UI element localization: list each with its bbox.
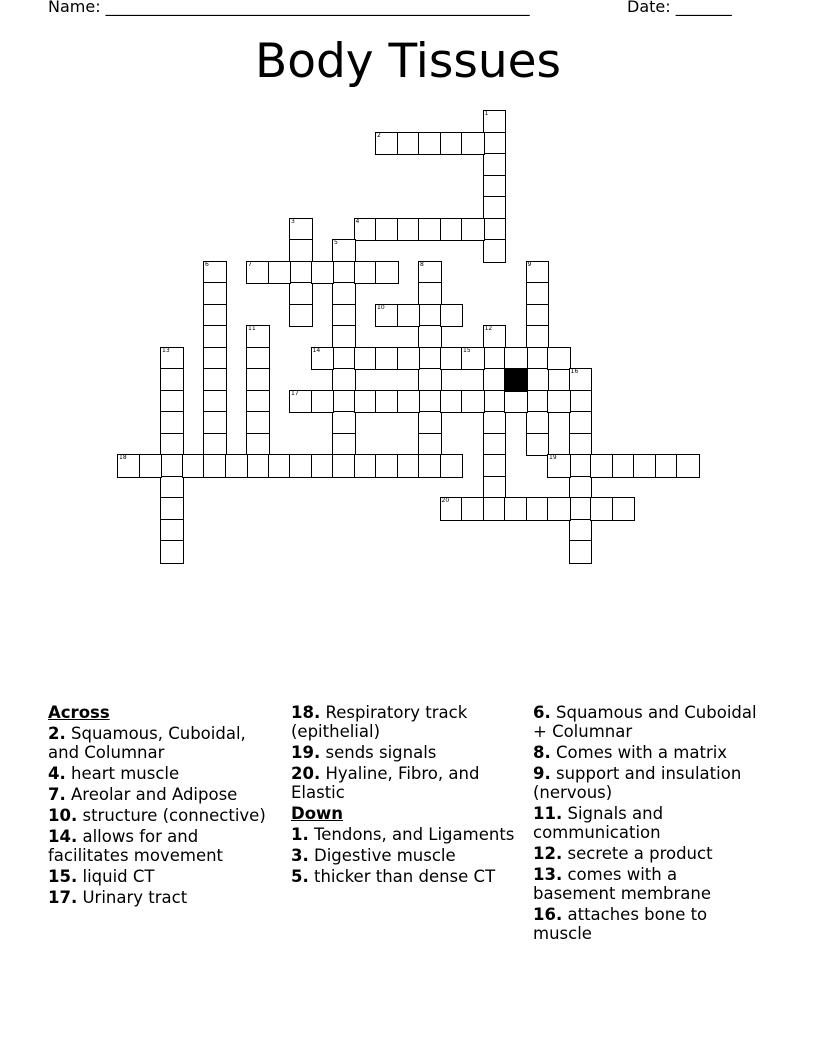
clue-down-1: 1. Tendons, and Ligaments [291, 825, 515, 844]
grid-cell[interactable] [504, 497, 528, 521]
grid-cell[interactable] [418, 282, 442, 306]
grid-cell[interactable] [526, 325, 550, 349]
cell-number: 19 [549, 454, 557, 461]
cell-number: 14 [312, 346, 321, 354]
clue-across-2: 2. Squamous, Cuboidal, and Columnar [48, 724, 246, 762]
grid-cell[interactable] [332, 239, 356, 263]
grid-cell[interactable] [483, 368, 507, 392]
clue-across-15: 15. liquid CT [48, 867, 155, 886]
grid-cell[interactable] [289, 218, 313, 242]
grid-cell[interactable] [418, 325, 442, 349]
grid-cell[interactable] [160, 433, 184, 457]
grid-cell[interactable] [633, 454, 657, 478]
down-heading: Down [291, 804, 344, 823]
grid-cell[interactable] [397, 454, 421, 478]
grid-cell[interactable] [483, 433, 507, 457]
grid-cell[interactable] [526, 261, 550, 285]
grid-cell[interactable] [268, 261, 292, 285]
grid-cell[interactable] [547, 347, 571, 371]
grid-cell[interactable] [569, 476, 593, 500]
cell-number: 15 [463, 346, 471, 354]
grid-cell[interactable] [397, 390, 421, 414]
grid-cell[interactable] [354, 347, 378, 371]
grid-cell[interactable] [418, 368, 442, 392]
grid-cell[interactable] [332, 282, 356, 306]
name-field-label: Name: _____________________________________________________ [48, 0, 530, 16]
grid-cell[interactable] [461, 497, 485, 521]
across-heading: Across [48, 703, 110, 722]
grid-cell[interactable] [440, 497, 464, 521]
grid-cell[interactable] [483, 175, 507, 199]
grid-cell[interactable] [311, 390, 335, 414]
grid-cell[interactable] [117, 454, 141, 478]
grid-cell[interactable] [440, 347, 464, 371]
blocked-cell [504, 368, 528, 392]
grid-cell[interactable] [483, 347, 507, 371]
grid-cell[interactable] [461, 218, 485, 242]
grid-cell[interactable] [160, 540, 184, 564]
page-title: Body Tissues [254, 34, 562, 89]
grid-cell[interactable] [483, 411, 507, 435]
clue-across-4: 4. heart muscle [48, 764, 180, 783]
clue-down-5: 5. thicker than dense CT [291, 867, 496, 886]
cell-number: 18 [119, 454, 127, 461]
grid-cell[interactable] [246, 347, 270, 371]
grid-cell[interactable] [526, 368, 550, 392]
grid-cell[interactable] [289, 261, 313, 285]
grid-cell[interactable] [375, 347, 399, 371]
grid-cell[interactable] [289, 282, 313, 306]
cell-number: 5 [334, 239, 338, 246]
grid-cell[interactable] [311, 261, 335, 285]
grid-cell[interactable] [246, 261, 270, 285]
grid-cell[interactable] [440, 454, 464, 478]
grid-cell[interactable] [375, 454, 399, 478]
grid-cell[interactable] [182, 454, 206, 478]
clue-across-20: 20. Hyaline, Fibro, and Elastic [291, 764, 480, 802]
grid-cell[interactable] [160, 390, 184, 414]
grid-cell[interactable] [483, 132, 507, 156]
grid-cell[interactable] [483, 325, 507, 349]
cell-number: 2 [377, 131, 381, 139]
cell-number: 4 [355, 217, 360, 225]
clue-column-1 [48, 703, 278, 909]
grid-cell[interactable] [354, 261, 378, 285]
grid-cell[interactable] [504, 347, 528, 371]
grid-cell[interactable] [483, 497, 507, 521]
clue-across-14: 14. allows for and facilitates movement [48, 827, 224, 865]
grid-cell[interactable] [526, 347, 550, 371]
grid-cell[interactable] [332, 325, 356, 349]
grid-cell[interactable] [526, 411, 550, 435]
grid-cell[interactable] [418, 261, 442, 285]
grid-cell[interactable] [246, 390, 270, 414]
clue-down-16: 16. attaches bone to muscle [533, 905, 708, 943]
cell-number: 7 [248, 260, 252, 268]
grid-cell[interactable] [332, 304, 356, 328]
grid-cell[interactable] [332, 347, 356, 371]
cell-number: 8 [420, 260, 424, 268]
clue-down-8: 8. Comes with a matrix [533, 743, 728, 762]
grid-cell[interactable] [332, 261, 356, 285]
grid-cell[interactable] [483, 196, 507, 220]
grid-cell[interactable] [569, 454, 593, 478]
cell-number: 3 [291, 217, 295, 225]
cell-number: 20 [441, 497, 450, 504]
grid-cell[interactable] [289, 239, 313, 263]
grid-cell[interactable] [418, 347, 442, 371]
grid-cell[interactable] [203, 433, 227, 457]
grid-cell[interactable] [440, 132, 464, 156]
grid-cell[interactable] [526, 390, 550, 414]
grid-cell[interactable] [461, 347, 485, 371]
grid-cell[interactable] [483, 110, 507, 134]
grid-cell[interactable] [440, 390, 464, 414]
grid-cell[interactable] [268, 454, 292, 478]
grid-cell[interactable] [203, 368, 227, 392]
grid-cell[interactable] [246, 368, 270, 392]
clue-down-13: 13. comes with a basement membrane [533, 865, 712, 903]
cell-number: 6 [205, 260, 209, 268]
grid-cell[interactable] [203, 325, 227, 349]
cell-number: 9 [527, 260, 532, 268]
clue-across-7: 7. Areolar and Adipose [48, 785, 238, 804]
grid-cell[interactable] [332, 390, 356, 414]
grid-cell[interactable] [569, 497, 593, 521]
date-field-label: Date: _______ [627, 0, 732, 16]
grid-cell[interactable] [569, 368, 593, 392]
grid-cell[interactable] [354, 390, 378, 414]
grid-cell[interactable] [311, 347, 335, 371]
grid-cell[interactable] [332, 454, 356, 478]
grid-cell[interactable] [203, 454, 227, 478]
grid-cell[interactable] [569, 390, 593, 414]
grid-cell[interactable] [440, 304, 464, 328]
grid-cell[interactable] [311, 454, 335, 478]
grid-cell[interactable] [483, 454, 507, 478]
grid-cell[interactable] [203, 411, 227, 435]
grid-cell[interactable] [397, 132, 421, 156]
grid-cell[interactable] [160, 454, 184, 478]
clue-down-9: 9. support and insulation (nervous) [533, 764, 742, 802]
grid-cell[interactable] [569, 433, 593, 457]
grid-cell[interactable] [569, 519, 593, 543]
grid-cell[interactable] [375, 261, 399, 285]
grid-cell[interactable] [547, 390, 571, 414]
grid-cell[interactable] [418, 454, 442, 478]
grid-cell[interactable] [332, 411, 356, 435]
grid-cell[interactable] [483, 218, 507, 242]
grid-cell[interactable] [160, 347, 184, 371]
grid-cell[interactable] [246, 433, 270, 457]
grid-cell[interactable] [526, 497, 550, 521]
grid-cell[interactable] [440, 218, 464, 242]
grid-cell[interactable] [203, 261, 227, 285]
clue-down-6: 6. Squamous and Cuboidal + Columnar [533, 703, 757, 741]
grid-cell[interactable] [547, 454, 571, 478]
grid-cell[interactable] [461, 132, 485, 156]
grid-cell[interactable] [655, 454, 679, 478]
grid-cell[interactable] [332, 433, 356, 457]
grid-cell[interactable] [418, 411, 442, 435]
grid-cell[interactable] [483, 476, 507, 500]
grid-cell[interactable] [203, 347, 227, 371]
grid-cell[interactable] [526, 433, 550, 457]
grid-cell[interactable] [203, 390, 227, 414]
grid-cell[interactable] [160, 519, 184, 543]
grid-cell[interactable] [418, 390, 442, 414]
grid-cell[interactable] [526, 304, 550, 328]
cell-number: 10 [377, 303, 385, 311]
grid-cell[interactable] [397, 218, 421, 242]
cell-number: 17 [291, 389, 299, 397]
clue-across-18: 18. Respiratory track (epithelial) [291, 703, 468, 741]
grid-cell[interactable] [375, 390, 399, 414]
grid-cell[interactable] [203, 282, 227, 306]
grid-cell[interactable] [612, 497, 636, 521]
grid-cell[interactable] [590, 497, 614, 521]
clue-across-10: 10. structure (connective) [48, 806, 266, 825]
clue-column-2 [291, 703, 516, 888]
grid-cell[interactable] [483, 153, 507, 177]
grid-cell[interactable] [418, 304, 442, 328]
grid-cell[interactable] [418, 218, 442, 242]
grid-cell[interactable] [160, 368, 184, 392]
clue-down-11: 11. Signals and communication [533, 804, 664, 842]
grid-cell[interactable] [203, 304, 227, 328]
grid-cell[interactable] [160, 411, 184, 435]
grid-cell[interactable] [569, 540, 593, 564]
grid-cell[interactable] [246, 411, 270, 435]
grid-cell[interactable] [139, 454, 163, 478]
grid-cell[interactable] [461, 390, 485, 414]
grid-cell[interactable] [246, 325, 270, 349]
grid-cell[interactable] [332, 368, 356, 392]
grid-cell[interactable] [483, 239, 507, 263]
cell-number: 16 [570, 368, 579, 375]
clue-down-3: 3. Digestive muscle [291, 846, 456, 865]
grid-cell[interactable] [418, 132, 442, 156]
grid-cell[interactable] [375, 218, 399, 242]
clue-column-3 [533, 703, 758, 945]
grid-cell[interactable] [547, 497, 571, 521]
grid-cell[interactable] [504, 390, 528, 414]
cell-number: 12 [484, 325, 493, 332]
grid-cell[interactable] [354, 218, 378, 242]
grid-cell[interactable] [526, 282, 550, 306]
grid-cell[interactable] [354, 454, 378, 478]
grid-cell[interactable] [289, 304, 313, 328]
grid-cell[interactable] [160, 476, 184, 500]
grid-cell[interactable] [397, 304, 421, 328]
grid-cell[interactable] [289, 390, 313, 414]
grid-cell[interactable] [569, 411, 593, 435]
cell-number: 11 [248, 325, 256, 332]
clue-across-17: 17. Urinary tract [48, 888, 188, 907]
grid-cell[interactable] [590, 454, 614, 478]
grid-cell[interactable] [375, 304, 399, 328]
grid-cell[interactable] [225, 454, 249, 478]
grid-cell[interactable] [612, 454, 636, 478]
clue-down-12: 12. secrete a product [533, 844, 713, 863]
grid-cell[interactable] [160, 497, 184, 521]
cell-number: 13 [162, 346, 170, 354]
grid-cell[interactable] [289, 454, 313, 478]
grid-cell[interactable] [418, 433, 442, 457]
clue-across-19: 19. sends signals [291, 743, 437, 762]
grid-cell[interactable] [676, 454, 700, 478]
grid-cell[interactable] [483, 390, 507, 414]
grid-cell[interactable] [397, 347, 421, 371]
grid-cell[interactable] [246, 454, 270, 478]
cell-number: 1 [484, 110, 489, 117]
grid-cell[interactable] [375, 132, 399, 156]
